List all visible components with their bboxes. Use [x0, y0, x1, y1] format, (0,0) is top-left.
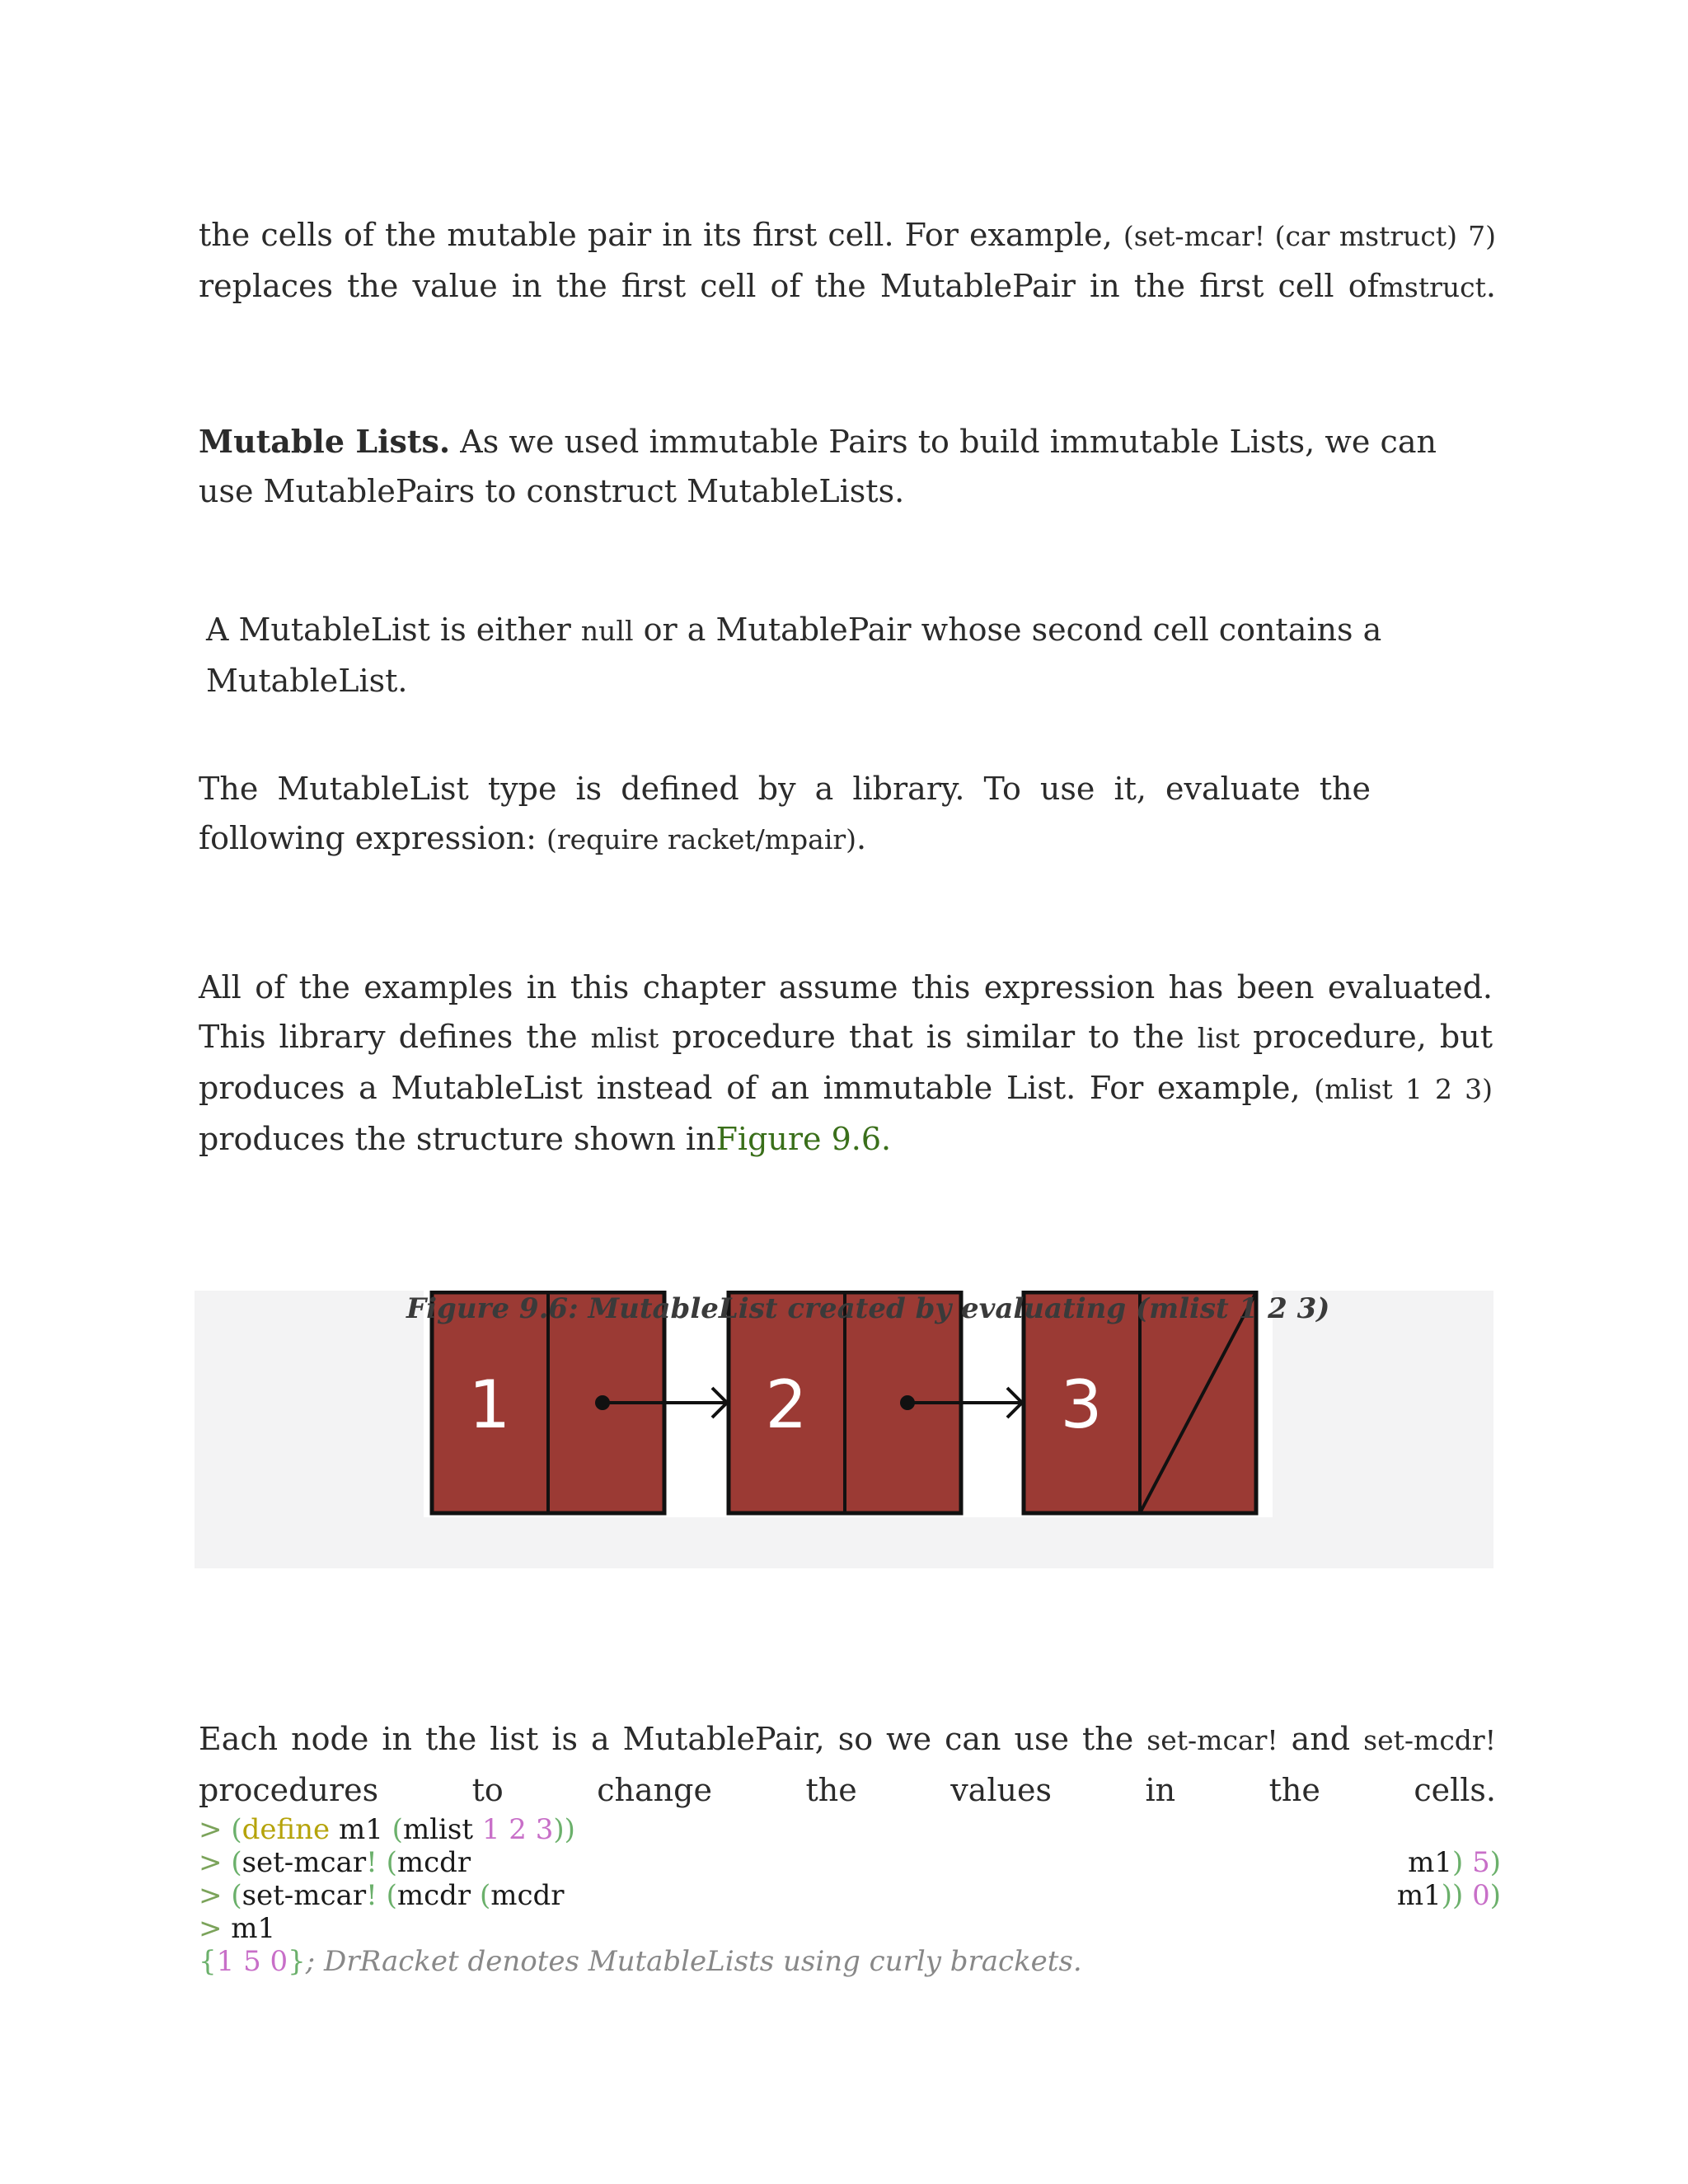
paragraph-mutablelist-definition: A MutableList is either null or a MutablePair whose second cell contains a MutableList.: [206, 612, 1382, 699]
inline-code: set-mcdr!: [1363, 1724, 1496, 1756]
inline-code: set-mcar!: [1146, 1724, 1278, 1756]
paragraph-mlist: All of the examples in this chapter assume this expression has been evaluated. This library defines the mlist procedure that is similar to the list procedure, but produces a MutableList instead of an immutable List. For example, (mlist 1 2 3) produces the structure shown inFigure 9.6.: [199, 969, 1493, 1157]
inline-code: list: [1197, 1022, 1240, 1054]
figure-link[interactable]: Figure 9.6.: [715, 1121, 892, 1157]
inline-code: null: [580, 615, 634, 647]
node-value-2: 2: [765, 1366, 808, 1443]
mutable-pair-node-3: [1024, 1292, 1256, 1513]
node-value-3: 3: [1060, 1366, 1103, 1443]
inline-code: (set-mcar! (car mstruct): [1123, 220, 1458, 252]
inline-code: 7): [1468, 220, 1497, 252]
inline-code: (require racket/mpair): [546, 823, 857, 855]
code-line: > m1: [199, 1912, 276, 1945]
section-heading: Mutable Lists.: [199, 423, 451, 460]
paragraph-set-mcar-example: the cells of the mutable pair in its first cell. For example, (set-mcar! (car mstruct) 7) replaces the value in the first cell of the MutablePair in the first cell ofmstruct.: [199, 217, 1497, 304]
code-line: {1 5 0}; DrRacket denotes MutableLists using curly brackets.: [199, 1945, 1082, 1978]
node-value-1: 1: [468, 1366, 511, 1443]
repl-code-block: [199, 1813, 1501, 1978]
paragraph-library: The MutableList type is defined by a library. To use it, evaluate the following expression: (require racket/mpair).: [199, 771, 1371, 856]
paragraph-set-procedures: Each node in the list is a MutablePair, so we can use the set-mcar! and set-mcdr! procedures to change the values in the cells.: [199, 1721, 1496, 1808]
code-line: > (set-mcar! (mcdr m1) 5): [199, 1846, 1501, 1879]
inline-code: (mlist 1 2 3): [1314, 1073, 1493, 1105]
code-line: > (set-mcar! (mcdr (mcdr m1)) 0): [199, 1879, 1501, 1912]
figure-caption: Figure 9.6: MutableList created by evaluating (mlist 1 2 3): [406, 1292, 1330, 1325]
code-comment: ; DrRacket denotes MutableLists using curly brackets.: [305, 1945, 1082, 1978]
paragraph-mutable-lists: Mutable Lists. As we used immutable Pairs to build immutable Lists, we can use MutablePairs to construct MutableLists.: [199, 423, 1437, 509]
code-line: > (define m1 (mlist 1 2 3)): [199, 1813, 575, 1846]
inline-code: mstruct: [1378, 271, 1486, 303]
mutable-list-diagram: [424, 1291, 1273, 1521]
inline-code: mlist: [590, 1022, 659, 1054]
